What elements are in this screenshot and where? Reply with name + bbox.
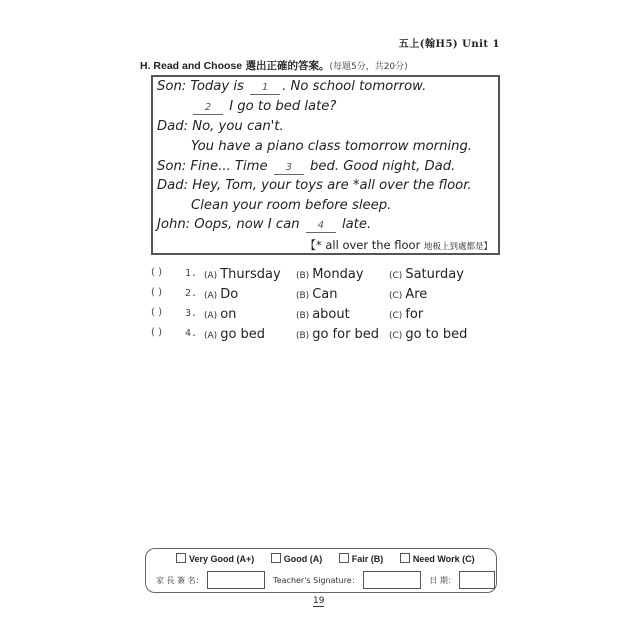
dialogue-line-6: Dad: Hey, Tom, your toys are *all over the floor. xyxy=(157,178,472,193)
section-title-en: H. Read and Choose xyxy=(140,60,243,72)
dialogue-line-3: Dad: No, you can't. xyxy=(157,119,284,134)
answer-paren[interactable]: ( ) xyxy=(151,307,162,318)
page-number: 19 xyxy=(313,596,325,606)
blank-1: 1 xyxy=(250,82,280,95)
grade-options xyxy=(176,553,489,564)
option-c: (C) for xyxy=(389,307,424,322)
checkbox-icon[interactable] xyxy=(339,553,349,563)
footnote: 【* all over the floor 地板上到處都是】 xyxy=(304,238,492,252)
parent-signature-field[interactable] xyxy=(207,571,265,589)
unit-header: 五上(翰H5) Unit 1 xyxy=(398,39,500,50)
signature-row xyxy=(156,571,501,589)
option-a: (A) go bed xyxy=(204,327,266,342)
answer-paren[interactable]: ( ) xyxy=(151,287,162,298)
dialogue-line-2: 2 I go to bed late? xyxy=(191,99,336,115)
option-c: (C) Saturday xyxy=(389,267,464,282)
blank-2: 2 xyxy=(193,102,223,115)
option-b: (B) Monday xyxy=(296,267,364,282)
section-title xyxy=(140,58,408,73)
dialogue-box xyxy=(151,75,500,255)
option-b: (B) go for bed xyxy=(296,327,380,342)
grade-option-good[interactable]: Good (A) xyxy=(271,553,323,564)
option-a: (A) on xyxy=(204,307,237,322)
section-title-zh: 選出正確的答案。 xyxy=(245,60,330,72)
answer-paren[interactable]: ( ) xyxy=(151,327,162,338)
dialogue-line-5: Son: Fine... Time 3 bed. Good night, Dad. xyxy=(157,159,456,174)
grade-option-need-work[interactable]: Need Work (C) xyxy=(400,553,475,564)
parent-signature-label: 家 長 簽 名： xyxy=(156,575,204,585)
teacher-signature-field[interactable] xyxy=(363,571,421,589)
dialogue-line-7: Clean your room before sleep. xyxy=(191,198,392,213)
checkbox-icon[interactable] xyxy=(400,553,410,563)
dialogue-line-8: John: Oops, now I can 4 late. xyxy=(157,217,372,232)
option-b: (B) about xyxy=(296,307,350,322)
evaluation-box xyxy=(145,548,497,593)
option-c: (C) Are xyxy=(389,287,428,302)
date-label: 日 期： xyxy=(429,575,456,585)
grade-option-fair[interactable]: Fair (B) xyxy=(339,553,384,564)
checkbox-icon[interactable] xyxy=(176,553,186,563)
dialogue-line-4: You have a piano class tomorrow morning. xyxy=(191,139,473,154)
date-field[interactable] xyxy=(459,571,495,589)
blank-4: 4 xyxy=(306,220,336,233)
grade-option-very-good[interactable]: Very Good (A+) xyxy=(176,553,254,564)
teacher-signature-label: Teacher's Signature： xyxy=(273,575,360,585)
answer-paren[interactable]: ( ) xyxy=(151,267,162,278)
dialogue-line-1: Son: Today is 1 . No school tomorrow. xyxy=(157,79,427,94)
option-c: (C) go to bed xyxy=(389,327,468,342)
blank-3: 3 xyxy=(274,162,304,175)
checkbox-icon[interactable] xyxy=(271,553,281,563)
option-b: (B) Can xyxy=(296,287,338,302)
option-a: (A) Do xyxy=(204,287,239,302)
score-note: (每題5分，共20分) xyxy=(329,62,408,72)
option-a: (A) Thursday xyxy=(204,267,281,282)
